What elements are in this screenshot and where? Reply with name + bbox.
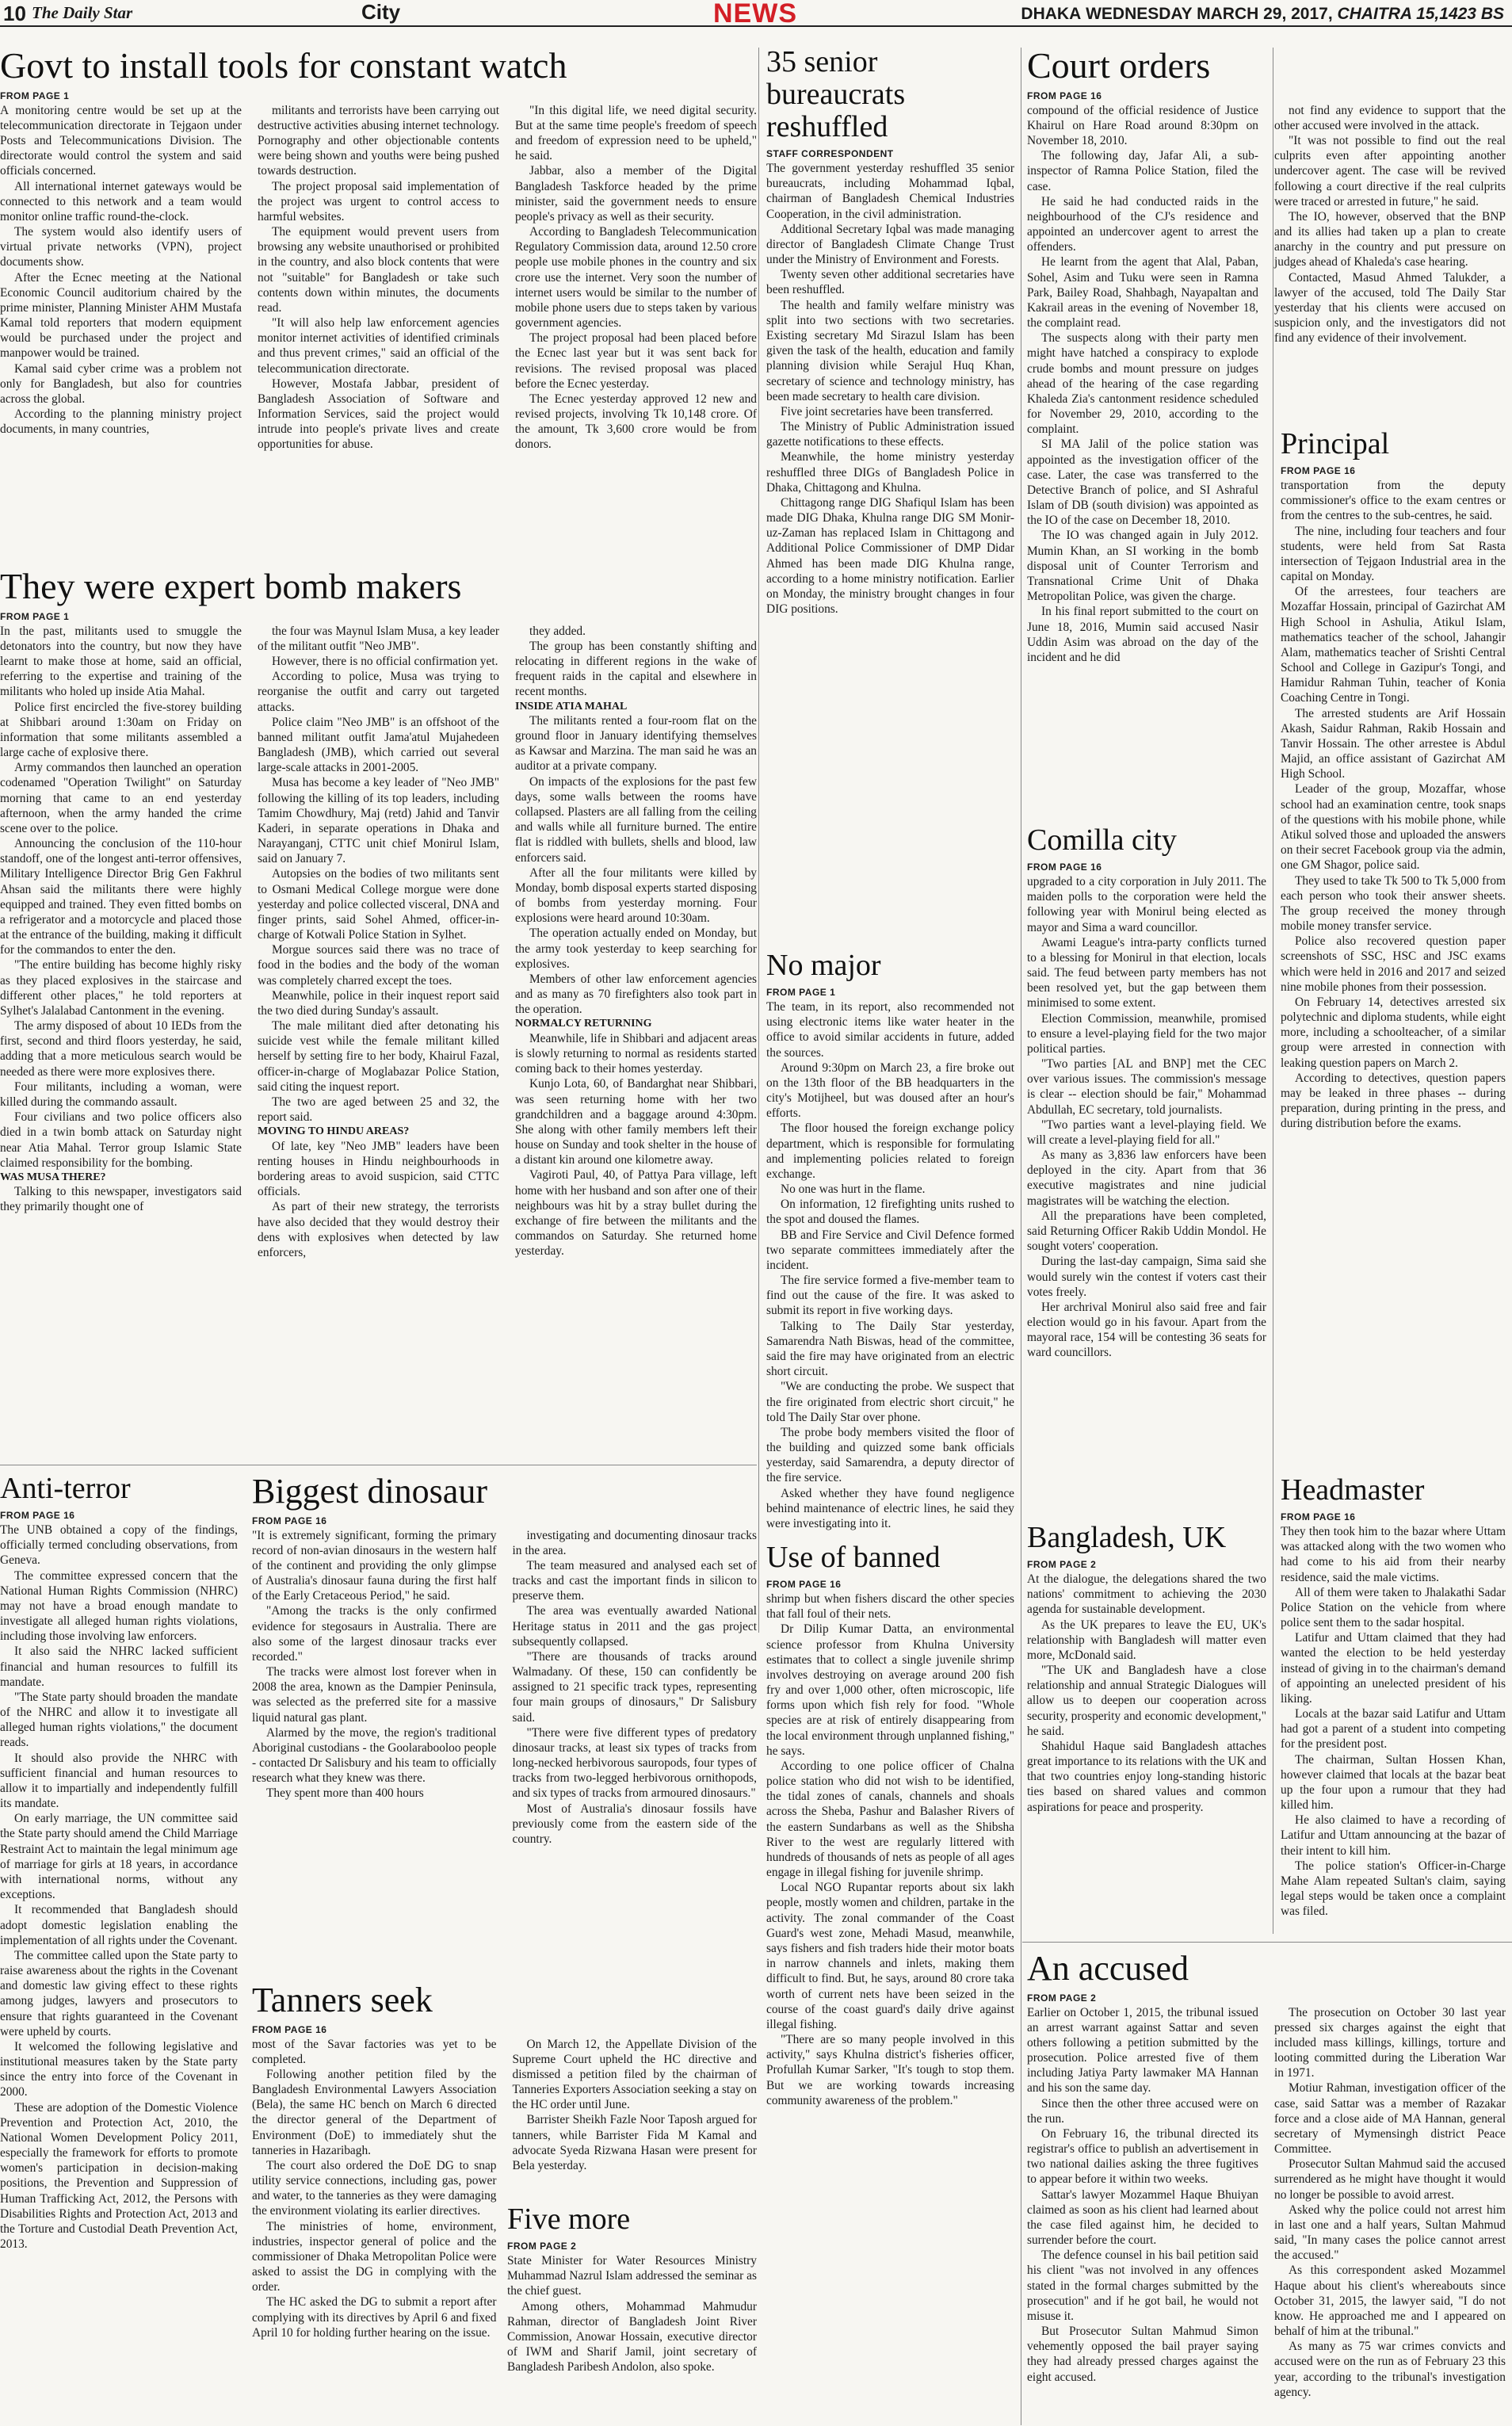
story-columns [0,624,757,1260]
paragraph: He learnt from the agent that Alal, Paban, Sohel, Asim and Tuku were seen in Ramna Park, Bailey Road, Shahbagh, Nayapaltan and Kakrail areas in the evening of November 18, the complaint read. [1027,255,1258,330]
paragraph: Of the arrestees, four teachers are Mozaffar Hossain, principal of Gazirchat AM High School in Ashulia, Atikul Islam, mathematics teacher of the school, Jahangir Alam, mathematics teacher of Srishti Central School and College in Gazipur's Tongi, and Hamidur Rahman Tuhin, teacher of Konia Coaching Centre in Tongi. [1281,585,1506,705]
paragraph: As part of their new strategy, the terrorists have also decided that they would destroy their dens with explosives when detected by law enforcers, [258,1200,499,1259]
paragraph: According to detectives, question papers may be leaked in three phases -- during preparation, during printing in the press, and during distribution before the exams. [1281,1071,1506,1131]
headline: Court orders [1027,46,1211,86]
text-column [252,2037,497,2340]
byline: FROM PAGE 16 [1027,90,1102,101]
paragraph: Army commandos then launched an operation codenamed "Operation Twilight" on Saturday morning that came to an end yesterday afternoon, when the army handed the crime scene over to the police. [0,761,242,835]
paragraph: The arrested students are Arif Hossain Akash, Saidur Rahman, Rakib Hossain and Tanvir Hossain. The other arrestee is Abdul Majid, an office assistant of Gazirchat AM High School. [1281,706,1506,781]
paragraph: they added. [529,624,586,638]
paragraph: Additional Secretary Iqbal was made managing director of Bangladesh Climate Change Trust under the Ministry of Environment and Forests. [766,222,1014,267]
paragraph: These are adoption of the Domestic Violence Prevention and Protection Act, 2010, the National Women Development Policy 2011, especially the framework for efforts to promote women's participation in decision-making positions, the Prevention and Suppression of Human Trafficking Act, 2012, the Persons with Disabilities Rights and Protection Act, 2013 and the Torture and Custodial Death Prevention Act, 2013. [0,2100,238,2252]
news-label: NEWS [713,0,797,29]
paragraph: "The State party should broaden the mandate of the NHRC and allow it to investigate all alleged human rights violations," the document reads. [0,1690,238,1750]
text-column [1027,1572,1266,1815]
paragraph: It recommended that Bangladesh should adopt domestic legislation enabling the implementation of all rights under the Covenant. [0,1903,238,1947]
paragraph: As many as 3,836 law enforcers have been deployed in the city. Apart from that 36 executive magistrates and nine judicial magistrates will be watching the election. [1027,1148,1266,1208]
paragraph: After the Ecnec meeting at the National Economic Council auditorium chaired by the prime minister, Planning Minister AHM Mustafa Kamal told reporters that modern equipment would be purchased under the project and manpower would be trained. [0,270,242,361]
paragraph: According to police, Musa was trying to reorganise the outfit and carry out targeted attacks. [258,670,499,714]
paragraph: On impacts of the explosions for the past few days, some walls between the rooms have collapsed. Plasters are all falling from the ceiling and walls while all furniture burned. The entire flat is riddled with bullets, shells and blood, law enforcers said. [515,774,757,865]
paragraph: The two are aged between 25 and 32, the report said. [258,1095,499,1125]
paragraph: Kunjo Lota, 60, of Bandarghat near Shibbari, was seen returning home with her two grandchildren and a baggage around 4:30pm. She along with other family members left their house on Sunday and took shelter in the house of a distant kin around one kilometre away. [515,1077,757,1167]
text-column [1281,1524,1506,1919]
headline: 35 senior bureaucrats reshuffled [766,46,906,144]
paragraph: All international internet gateways would be connected to this network and a team would monitor online traffic round-the-clock. [0,179,242,223]
text-column [515,624,757,1260]
paragraph: The equipment would prevent users from browsing any website unauthorised or prohibited in the country, and also block contents that were not "suitable" for Bangladesh or take such contents down within minutes, the documents read. [258,225,499,315]
story-columns [766,1591,1014,2108]
paragraph: compound of the official residence of Justice Khairul on Hare Road around 8:30pm on November 18, 2010. [1027,103,1258,148]
paragraph: investigating and documenting dinosaur tracks in the area. [512,1528,757,1557]
story-no-major [766,949,1014,1536]
paragraph: As this correspondent asked Mozammel Haque about his client's whereabouts since October 31, 2015, the lawyer said, "I do not know. He approached me and I appeared on behalf of him at the tribunal." [1274,2264,1506,2339]
story-bureaucrats [766,46,1014,942]
story-bangladesh-uk [1027,1522,1266,1934]
paragraph: State Minister for Water Resources Ministry Muhammad Nazrul Islam addressed the seminar as the chief guest. [507,2254,757,2298]
paragraph: Prosecutor Sultan Mahmud said the accused surrendered as he might have thought it would no longer be possible to avoid arrest. [1274,2157,1506,2202]
headline: Five more [507,2203,631,2236]
paragraph: Asked why the police could not arrest him in last one and a half years, Sultan Mahmud said, "In many cases the police cannot arrest the accused." [1274,2203,1506,2263]
headline: Biggest dinosaur [252,1473,487,1511]
paragraph: Alarmed by the move, the region's traditional Aboriginal custodians - the Goolarabooloo people - contacted Dr Salisbury and his team to officially research what they knew was there. [252,1725,497,1786]
paragraph: Around 9:30pm on March 23, a fire broke out on the 13th floor of the BB headquarters in the city's Motijheel, but was doused after an hour's efforts. [766,1060,1014,1121]
paragraph: Dr Dilip Kumar Datta, an environmental science professor from Khulna University estimates that to collect a single juvenile shrimp involves destroying on average around 200 fish fry and over 1,000 other, often microscopic, life forms upon which fish rely for food. "Whole species are at risk of entirely disappearing from the local environment through unplanned fishing," he says. [766,1622,1014,1758]
paragraph: According to one police officer of Chalna police station who did not wish to be identified, the tidal zones of canals, channels and shoals across the Sheba, Pashur and Balasher Rivers of the eastern Sundarbans as well as the Shibsha River to the west are regularly littered with hundreds of thousands of nets as people of all ages engage in illegal fishing for juvenile shrimp. [766,1759,1014,1880]
text-column [515,103,757,453]
paragraph: The army disposed of about 10 IEDs from the first, second and third floors yesterday, he said, adding that a more meticulous search would be needed as there were more explosives there. [0,1019,242,1079]
paragraph: Among others, Mohammad Mahmudur Rahman, director of Bangladesh Joint River Commission, Anowar Hossain, executive director of IWM and Sharif Jamil, joint secretary of Bangladesh Paribesh Andolon, also spoke. [507,2299,757,2374]
paragraph: Leader of the group, Mozaffar, whose school had an examination centre, took snaps of the questions with his mobile phone, while Atikul solved those and uploaded the answers on their secret Facebook group via the admin, one GM Shagor, police said. [1281,782,1506,873]
byline: FROM PAGE 1 [0,90,70,101]
paragraph: Police claim "Neo JMB" is an offshoot of the banned militant outfit Jama'atul Mujahedeen Bangladesh (JMB), which carried out several large-scale attacks in 2001-2005. [258,715,499,775]
paragraph: Barrister Sheikh Fazle Noor Taposh argued for tanners, while Barrister Fida M Kamal and advocate Syeda Rizwana Hasan were present for Bela yesterday. [512,2113,757,2172]
paragraph: They used to take Tk 500 to Tk 5,000 from each person who took their answer sheets. The group received the money through mobile money transfer service. [1281,873,1506,934]
paragraph: Motiur Rahman, investigation officer of the case, said Sattar was a member of Razakar force and a close aide of MA Hannan, general secretary of Mymensingh district Peace Committee. [1274,2081,1506,2157]
paragraph: Following another petition filed by the Bangladesh Environmental Lawyers Association (Bela), the same HC bench on March 6 directed the director general of the Department of Environment (DoE) to immediately shut the tanneries in Hazaribagh. [252,2067,497,2157]
paragraph: It should also provide the NHRC with sufficient financial and human resources to allow it to impartially and independently fulfill its mandate. [0,1751,238,1811]
paragraph: As the UK prepares to leave the EU, UK's relationship with Bangladesh will matter even more, McDonald said. [1027,1618,1266,1662]
headline: Govt to install tools for constant watch [0,46,567,86]
text-column [766,161,1014,617]
paragraph: SI MA Jalil of the police station was appointed as the investigation officer of the case. Later, the case was transferred to the Detective Branch of police, and SI Ashraful Islam of DB (south division) was appointed as the IO of the case on December 18, 2010. [1027,437,1258,528]
paragraph: The following day, Jafar Ali, a sub-inspector of Ramna Police Station, filed the case. [1027,149,1258,193]
paragraph: "It was not possible to find out the real culprits even after appointing another undercover agent. The case will be revived following a court directive if the real culprits were traced or arrested in future," he said. [1274,134,1506,208]
paragraph: The floor housed the foreign exchange policy department, which is responsible for formulating and implementing policies related to foreign exchange. [766,1121,1014,1181]
subheading: NORMALCY RETURNING [515,1018,652,1030]
paragraph: "The UK and Bangladesh have a close relationship and annual Strategic Dialogues will allow us to deepen our cooperation across security, prosperity and economic development," he said. [1027,1664,1266,1738]
text-column [0,103,242,453]
paragraph: Sattar's lawyer Mozammel Haque Bhuiyan claimed as soon as his client had learned about the case filed against him, he decided to surrender before the court. [1027,2187,1258,2248]
story-columns [252,1528,757,1847]
subheading: INSIDE ATIA MAHAL [515,700,628,713]
paragraph: On February 14, detectives arrested six polytechnic and diploma students, while eight more, including a schoolteacher, of a similar group were arrested in connection with leaking question papers on March 2. [1281,995,1506,1070]
paragraph: In the past, militants used to smuggle the detonators into the country, but now they have learnt to make those at home, said an official, referring to the expertise and training of the militants who holed up inside Atia Mahal. [0,624,242,699]
text-column [766,1591,1014,2108]
story-columns [766,999,1014,1531]
paragraph: most of the Savar factories was yet to be completed. [252,2037,497,2066]
paragraph: Locals at the bazar said Latifur and Uttam had got a parent of a student into competing for the president post. [1281,1707,1506,1752]
paragraph: militants and terrorists have been carrying out destructive activities abusing internet technology. Pornography and other objectionable contents were being shown and youths were being pushed towards destruction. [258,103,499,178]
byline: FROM PAGE 16 [766,1579,842,1591]
paragraph: Most of Australia's dinosaur fossils have previously come from the eastern side of the country. [512,1801,757,1846]
story-columns [507,2253,757,2374]
paragraph: The Ministry of Public Administration issued gazette notifications to these effects. [766,420,1014,449]
story-columns [766,161,1014,617]
paragraph: On March 12, the Appellate Division of the Supreme Court upheld the HC directive and dismissed a petition filed by the chairman of Tanneries Exporters Association seeking a stay on the HC order until June. [512,2037,757,2112]
story-columns [1027,2005,1506,2400]
byline: STAFF CORRESPONDENT [766,148,894,160]
headline: Anti-terror [0,1473,131,1505]
newspaper-logo: The Daily Star [32,3,133,22]
paragraph: The court also ordered the DoE DG to snap utility service connections, including gas, power and water, to the tanneries as they were damaging the environment violating its earlier directives. [252,2158,497,2218]
paragraph: Police also recovered question paper screenshots of SSC, HSC and JSC exams which were held in 2016 and 2017 and seized nine mobile phones from their possession. [1281,934,1506,994]
text-column [513,1528,758,1847]
paragraph: "It is extremely significant, forming the primary record of non-avian dinosaurs in the western half of the continent and providing the only glimpse of Australia's dinosaur fauna during the first half of the Early Cretaceous Period," he said. [252,1528,497,1603]
paragraph: The police station's Officer-in-Charge Mahe Alam repeated Sultan's claim, saying legal steps would be taken once a complaint was filed. [1281,1859,1506,1919]
paragraph: The militants rented a four-room flat on the ground floor in January identifying themselves as Kawsar and Marzina. The man said he was an auditor at a private company. [515,713,757,774]
headline: An accused [1027,1950,1189,1988]
paragraph: The probe body members visited the floor of the building and quizzed some bank officials yesterday, said Samarendra, a deputy director of the fire service. [766,1425,1014,1485]
headline: Bangladesh, UK [1027,1522,1227,1554]
paragraph: The IO was changed again in July 2012. Mumin Khan, an SI working in the bomb disposal unit of Counter Terrorism and Transnational Crime Unit of Dhaka Metropolitan Police, was given the charge. [1027,529,1258,604]
paragraph: Since then the other three accused were on the run. [1027,2096,1258,2126]
paragraph: "There are so many people involved in this activity," says Khulna district's fisheries officer, Profullah Kumar Sarker, "It's tough to stop them. But we are working towards increasing community awareness of the problem." [766,2033,1014,2107]
paragraph: Talking to this newspaper, investigators said they primarily thought one of [0,1185,242,1214]
paragraph: He said he had conducted raids in the neighbourhood of the CJ's residence and appointed an undercover agent to arrest the offenders. [1027,194,1258,254]
story-biggest-dinosaur [252,1473,757,1972]
paragraph: the four was Maynul Islam Musa, a key leader of the militant outfit "Neo JMB". [258,624,499,653]
paragraph: The HC asked the DG to submit a report after complying with its directives by April 6 and fixed April 10 for holding further hearing on the issue. [252,2295,497,2340]
paragraph: shrimp but when fishers discard the other species that fall foul of their nets. [766,1592,1014,1622]
paragraph: On information, 12 firefighting units rushed to the spot and doused the flames. [766,1198,1014,1227]
paragraph: "In this digital life, we need digital security. But at the same time people's freedom of speech and freedom of expression need to be upheld," he said. [515,103,757,163]
paragraph: The nine, including four teachers and four students, were held from Sat Rasta intersection of Tejgaon Industrial area in the capital on Monday. [1281,524,1506,584]
headline: No major [766,949,881,982]
section-rule [1022,1942,1512,1943]
paragraph: transportation from the deputy commissioner's office to the exam centres or from the centres to the sub-centres, he said. [1281,479,1506,523]
column-rule [758,48,759,1633]
paragraph: On early marriage, the UN committee said the State party should amend the Child Marriage Restraint Act to maintain the legal minimum age of marriage for girls at 18 years, in accordance with international norms, without any exceptions. [0,1812,238,1902]
paragraph: Morgue sources said there was no trace of food in the bodies and the body of the woman was completely charred except the toes. [258,943,499,988]
story-bomb-makers [0,567,757,1462]
text-column [1274,2005,1506,2400]
paragraph: Awami League's intra-party conflicts turned to a blessing for Monirul in that election, locals said. The feud between party members has not been resolved yet, but the gap between them minimised to some extent. [1027,935,1266,1011]
paragraph: A monitoring centre would be set up at the telecommunication directorate in Tejgaon under Posts and Telecommunications Division. The directorate would control the system and said officials concerned. [0,103,242,178]
story-columns [1281,478,1506,1131]
paragraph: "Two parties [AL and BNP] met the CEC over various issues. The commission's message is clear -- election should be fair," Mohammad Abdullah, EC secretary, told journalists. [1027,1057,1266,1117]
paragraph: The male militant died after detonating his suicide vest while the female militant killed herself by setting fire to her body, Khairul Fazal, officer-in-charge of Moglabazar Police Station, said citing the inquest report. [258,1019,499,1094]
paragraph: The suspects along with their party men might have hatched a conspiracy to explode crude bombs and mount pressure on judges ahead of the hearing of the case regarding Khaleda Zia's cantonment residence scheduled for November 29, 2010, according to the complaint. [1027,331,1258,437]
paragraph: The tracks were almost lost forever when in 2008 the area, known as the Dampier Peninsula, was selected as the preferred site for a massive liquid natural gas plant. [252,1665,497,1725]
headline: Tanners seek [252,1981,433,2019]
paragraph: All the preparations have been completed, said Returning Officer Rakib Uddin Mondol. He sought voters' cooperation. [1027,1209,1266,1254]
paragraph: The Ecnec yesterday approved 12 new and revised projects, involving Tk 10,148 crore. Of the amount, Tk 3,600 crore would be from donors. [515,392,757,452]
paragraph: Contacted, Masud Ahmed Talukder, a lawyer of the accused, told The Daily Star yesterday that his clients were accused on suspicion only, and the investigators did not find any evidence of their involvement. [1274,270,1506,346]
paragraph: Four militants, including a woman, were killed during the commando assault. [0,1079,242,1109]
text-column [766,999,1014,1531]
paragraph: The committee called upon the State party to raise awareness about the rights in the Covenant and domestic law giving effect to these rights among judges, lawyers and prosecutors to ensure that rights guaranteed in the Covenant were upheld by courts. [0,1948,238,2038]
paragraph: Members of other law enforcement agencies and as many as 70 firefighters also took part in the operation. [515,972,757,1017]
text-column [0,624,242,1260]
story-columns [0,103,757,453]
byline: FROM PAGE 1 [0,610,70,622]
byline: FROM PAGE 2 [507,2241,577,2252]
paragraph: Talking to The Daily Star yesterday, Samarendra Nath Biswas, head of the committee, said the fire may have originated from an electric short circuit. [766,1319,1014,1379]
date-line: DHAKA WEDNESDAY MARCH 29, 2017, CHAITRA 15,1423 BS [1021,5,1504,23]
paragraph: "We are conducting the probe. We suspect that the fire originated from electric short circuit," he told The Daily Star over phone. [766,1380,1014,1424]
paragraph: Twenty seven other additional secretaries have been reshuffled. [766,268,1014,297]
paragraph: The team, in its report, also recommended not using electronic items like water heater in the office to avoid similar accidents in future, added the sources. [766,1000,1014,1060]
paragraph: BB and Fire Service and Civil Defence formed two separate committees immediately after the incident. [766,1228,1014,1272]
paragraph: The group has been constantly shifting and relocating in different regions in the wake of frequent raids in the capital and elsewhere in recent months. [515,639,757,699]
paragraph: After all the four militants were killed by Monday, bomb disposal experts started disposing of bombs from yesterday morning. Four explosions were heard around 10:30am. [515,865,757,926]
page-header [0,0,1512,27]
paragraph: The ministries of home, environment, industries, inspector general of police and the commissioner of Dhaka Metropolitan Police were asked to assist the DG in complying with the order. [252,2219,497,2294]
story-comilla-city [1027,824,1266,1514]
paragraph: Shahidul Haque said Bangladesh attaches great importance to its relations with the UK and that two countries enjoy long-standing historic ties based on shared values and common aspirations for peace and prosperity. [1027,1739,1266,1814]
subheading: WAS MUSA THERE? [0,1171,106,1183]
paragraph: In his final report submitted to the court on June 18, 2016, Mumin said accused Nasir Uddin Asim was abroad on the day of the incident and he did [1027,605,1258,664]
paragraph: All of them were taken to Jhalakathi Sadar Police Station on the vehicle from where police sent them to the sadar hospital. [1281,1585,1506,1630]
story-principal [1281,428,1506,1458]
paragraph: Meanwhile, the home ministry yesterday reshuffled three DIGs of Bangladesh Police in Dhaka, Chittagong and Khulna. [766,450,1014,495]
paragraph: "Two parties want a level-playing field. We will create a level-playing field for all." [1027,1117,1266,1147]
byline: FROM PAGE 16 [252,1515,327,1526]
paragraph: The fire service formed a five-member team to find out the cause of the fire. It was asked to submit its report in five working days. [766,1274,1014,1318]
paragraph: The government yesterday reshuffled 35 senior bureaucrats, including Mohammad Iqbal, chairman of Bangladesh Chemical Industries Cooperation, in the civil administration. [766,162,1014,221]
text-column [1027,874,1266,1361]
byline: FROM PAGE 16 [0,1510,75,1522]
paragraph: The committee expressed concern that the National Human Rights Commission (NHRC) may not have a broad enough mandate to investigate all alleged human rights violations, including those involving law enforcers. [0,1568,238,1644]
text-column [1027,2005,1258,2400]
byline: FROM PAGE 2 [1027,1992,1097,2004]
page-number: 10 [3,2,26,25]
paragraph: Jabbar, also a member of the Digital Bangladesh Taskforce headed by the prime minister, said the government needs to ensure people's privacy as well as their security. [515,164,757,223]
story-columns [1027,1572,1266,1815]
story-use-of-banned [766,1542,1014,2413]
paragraph: "There are thousands of tracks around Walmadany. Of these, 150 can confidently be assigned to 21 specific track types, representing four main groups of dinosaurs," Dr Salisbury said. [512,1649,757,1725]
paragraph: It welcomed the following legislative and institutional measures taken by the State party since the entry into force of the Covenant in 2000. [0,2039,238,2099]
text-column [258,103,499,453]
story-govt [0,46,757,553]
story-five-more [507,2203,757,2413]
paragraph: Latifur and Uttam claimed that they had wanted the election to be held yesterday instead of giving in to the chairman's demand of appointing an unelected president of his liking. [1281,1631,1506,1706]
byline: FROM PAGE 2 [1027,1559,1097,1571]
paragraph: They spent more than 400 hours [266,1786,424,1801]
paragraph: "Among the tracks is the only confirmed evidence for stegosaurs in Australia. There are also some of the largest dinosaur tracks ever recorded." [252,1604,497,1664]
paragraph: He also claimed to have a recording of Latifur and Uttam announcing at the bazar of their intent to kill him. [1281,1813,1506,1858]
paragraph: The project proposal had been placed before the Ecnec last year but it was sent back for revisions. The revised proposal was placed before the Ecnec yesterday. [515,331,757,391]
paragraph: not find any evidence to support that the other accused were involved in the attack. [1274,103,1506,132]
byline: FROM PAGE 16 [252,2023,327,2035]
paragraph: Autopsies on the bodies of two militants sent to Osmani Medical College morgue were done yesterday and police collected visceral, DNA and finger prints, said Sohel Ahmed, officer-in-charge of Kotwali Police Station in Sylhet. [258,867,499,942]
paragraph: Vagiroti Paul, 40, of Pattya Para village, left home with her husband and son after one of their neighbours was hit by a stray bullet during the exchange of fire between the militants and the commandos on Saturday. She returned home yesterday. [515,1168,757,1259]
story-headmaster [1281,1474,1506,1934]
paragraph: The IO, however, observed that the BNP and its allies had taken up a plan to create anarchy in the country and put pressure on judges ahead of Khaleda's case hearing. [1274,209,1506,269]
section-name: City [361,0,401,24]
paragraph: Her archrival Monirul also said free and fair election would go in his favour. Apart from the mayoral race, 154 will be contesting 36 seats for ward councillors. [1027,1300,1266,1360]
paragraph: According to the planning ministry project documents, in many countries, [0,407,242,437]
paragraph: Election Commission, meanwhile, promised to ensure a level-playing field for the two major political parties. [1027,1011,1266,1056]
paragraph: Meanwhile, life in Shibbari and adjacent areas is slowly returning to normal as residents started coming back to their homes yesterday. [515,1031,757,1076]
text-column [507,2253,757,2374]
paragraph: Of late, key "Neo JMB" leaders have been renting houses in Hindu neighbourhoods in bordering areas to avoid suspicion, said CTTC officials. [258,1139,499,1199]
paragraph: Kamal said cyber crime was a problem not only for Bangladesh, but also for countries across the global. [0,361,242,406]
paragraph: "It will also help law enforcement agencies monitor internet activities of identified criminals and thus prevent crimes," said an official of the telecommunication directorate. [258,316,499,376]
byline: FROM PAGE 16 [1281,1511,1356,1523]
paragraph: Earlier on October 1, 2015, the tribunal issued an arrest warrant against Sattar and seven others following a petition submitted by the prosecution. Police arrested five of them including Jatiya Party lawmaker MA Hannan and his son the same day. [1027,2005,1258,2096]
text-column [252,1528,497,1847]
paragraph: Four civilians and two police officers also died in a twin bomb attack on Saturday night near Atia Mahal. Terror group Islamic State claimed responsibility for the bombing. [0,1110,242,1170]
story-anti-terror [0,1473,238,2420]
story-columns [1281,1524,1506,1919]
paragraph: According to Bangladesh Telecommunication Regulatory Commission data, around 12.50 crore people use mobile phones in the country and six crore use the internet. Very soon the number of internet users would be similar to the number of mobile phone users due to steps taken by various government agencies. [515,225,757,330]
paragraph: Meanwhile, police in their inquest report said the two died during Sunday's assault. [258,988,499,1018]
paragraph: During the last-day campaign, Sima said she would surely win the contest if voters cast their votes freely. [1027,1255,1266,1299]
paragraph: The UNB obtained a copy of the findings, officially termed concluding observations, from Geneva. [0,1523,238,1568]
paragraph: upgraded to a city corporation in July 2011. The maiden polls to the corporation were held the following year with Monirul being elected as mayor and Sima a ward councillor. [1027,875,1266,934]
paragraph: Five joint secretaries have been transferred. [781,404,994,418]
text-column [0,1522,238,2252]
story-an-accused [1027,1950,1506,2413]
byline: FROM PAGE 1 [766,987,836,999]
paragraph: The operation actually ended on Monday, but the army took yesterday to keep searching for explosives. [515,926,757,971]
paragraph: No one was hurt in the flame. [781,1182,926,1197]
paragraph: They then took him to the bazar where Uttam was attacked along with the two women who had come to his aid from their nearby residence, said the male victims. [1281,1525,1506,1584]
headline: Headmaster [1281,1474,1425,1507]
headline: Use of banned [766,1542,941,1574]
paragraph: But Prosecutor Sultan Mahmud Simon vehemently opposed the bail prayer saying they had already pressed charges against the eight accused. [1027,2325,1258,2384]
text-column [1281,478,1506,1131]
byline: FROM PAGE 16 [1027,862,1102,873]
paragraph: Asked whether they have found negligence behind maintenance of electric lines, he said they were investigating into it. [766,1486,1014,1530]
paragraph: At the dialogue, the delegations shared the two nations' commitment to achieving the 2030 agenda for sustainable development. [1027,1572,1266,1617]
headline: Principal [1281,428,1390,460]
paragraph: Musa has become a key leader of "Neo JMB" following the killing of its top leaders, including Tamim Chowdhury, Maj (retd) Jahid and Tanvir Kaderi, in separate operations in Dhaka and Narayanganj, CTTC unit chief Monirul Islam, said on January 7. [258,776,499,866]
headline: Comilla city [1027,824,1177,857]
paragraph: The area was eventually awarded National Heritage status in 2011 and the gas project subsequently collapsed. [512,1604,757,1649]
paragraph: As many as 75 war crimes convicts and accused were on the run as of February 23 this year, according to the tribunal's investigation agency. [1274,2340,1506,2399]
headline: They were expert bomb makers [0,567,462,606]
paragraph: The health and family welfare ministry was split into two sections with two secretaries. Existing secretary Md Sirazul Islam has been given the task of the health, education and family planning division while Serajul Huq Khan, secretary of science and technology ministry, has been made secretary to health care division. [766,298,1014,403]
paragraph: On February 16, the tribunal directed its registrar's office to publish an advertisement in two national dailies asking the three fugitives to appear before it within two weeks. [1027,2126,1258,2187]
paragraph: However, Mostafa Jabbar, president of Bangladesh Association of Software and Information Services, said the project would intrude into people's private lives and create opportunities for abuse. [258,376,499,452]
story-columns [0,1522,238,2252]
paragraph: The system would also identify users of virtual private networks (VPN), project documents show. [0,225,242,269]
paragraph: Announcing the conclusion of the 110-hour standoff, one of the longest anti-terror offensives, Military Intelligence Director Brig Gen Fakhrul Ahsan said the militants there were highly equipped and trained. They even fitted bombs on a refrigerator and a motorcycle and placed those at the entrance of the building, making it difficult for the commandos to enter the den. [0,837,242,957]
paragraph: The project proposal said implementation of the project was urgent to control access to harmful websites. [258,179,499,223]
paragraph: "There were five different types of predatory dinosaur tracks, at least six types of tracks from long-necked herbivorous sauropods, four types of tracks from two-legged herbivorous ornithopods, and six types of tracks from armoured dinosaurs." [512,1725,757,1801]
paragraph: "The entire building has become highly risky as they placed explosives in the staircase and different other places," he told reporters at Sylhet's Jalalabad Cantonment in the evening. [0,958,242,1018]
paragraph: The prosecution on October 30 last year pressed six charges against the eight that included mass killings, killings, torture and looting committed during the Liberation War in 1971. [1274,2005,1506,2080]
paragraph: It also said the NHRC lacked sufficient financial and human resources to fulfill its mandate. [0,1645,238,1689]
story-columns [1027,874,1266,1361]
text-column [258,624,499,1260]
subheading: MOVING TO HINDU AREAS? [258,1125,410,1138]
text-column [1027,103,1258,665]
paragraph: Chittagong range DIG Shafiqul Islam has been made DIG Dhaka, Khulna range DIG SM Monir-uz-Zaman has replaced Islam in Chittagong and Additional Police Commissioner of DMP Didar Ahmed has been made DIG Khulna range, according to a home ministry notification. Earlier on Monday, the ministry brought changes in four DIG positions. [766,495,1014,617]
paragraph: The defence counsel in his bail petition said his client "was not involved in any offences stated in the formal charges submitted by the prosecution" and if he got bail, he would not misuse it. [1027,2248,1258,2323]
paragraph: Local NGO Rupantar reports about six lakh people, mostly women and children, partake in the activity. The zonal commander of the Coast Guard's west zone, Mehadi Masud, meanwhile, says fishers and fish traders hide their motor boats in narrow channels and inlets, making them difficult to find. But, he says, around 80 crore taka worth of current nets have been seized in the course of the coast guard's daily drive against illegal fishing. [766,1881,1014,2031]
paragraph: The chairman, Sultan Hossen Khan, however claimed that locals at the bazar beat up the four upon a rumour that they had killed him. [1281,1752,1506,1813]
paragraph: However, there is no official confirmation yet. [272,655,498,669]
byline: FROM PAGE 16 [1281,465,1356,477]
paragraph: Police first encircled the five-storey building at Shibbari around 1:30am on Friday on information that some militants assembled a large cache of explosive there. [0,700,242,760]
paragraph: The team measured and analysed each set of tracks and cast the important finds in silicon to preserve them. [512,1558,757,1603]
